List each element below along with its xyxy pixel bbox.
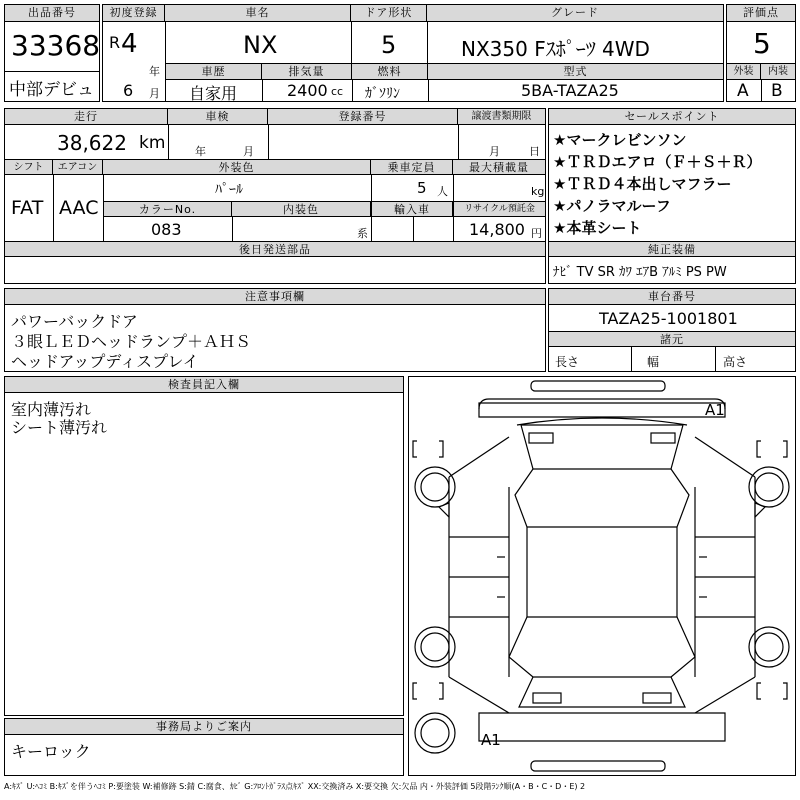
- registration-label: 登録番号: [268, 109, 458, 125]
- doors-value: 5: [381, 31, 397, 59]
- lot-number: 33368: [11, 29, 101, 62]
- office-box: [4, 718, 404, 776]
- shift-label: シフト: [5, 160, 53, 175]
- car-diagram-box: [408, 376, 796, 776]
- spec-height-label: 高さ: [723, 355, 748, 369]
- score-box: [726, 4, 796, 102]
- sales-point-2: ★ＴＲＤエアロ（Ｆ＋Ｓ＋Ｒ）: [553, 153, 762, 171]
- shift-value: FAT: [11, 197, 44, 219]
- model-value: 5BA-TAZA25: [521, 81, 619, 100]
- capacity-unit: 人: [437, 185, 448, 198]
- sales-point-5: ★本革シート: [553, 219, 642, 237]
- equipment-label: 純正装備: [549, 242, 795, 257]
- max-load-label: 最大積載量: [453, 160, 545, 175]
- car-name-value: NX: [243, 31, 278, 59]
- inspection-month-unit: 月: [243, 145, 254, 158]
- capacity-label: 乗車定員: [371, 160, 453, 175]
- equipment-value: ﾅﾋﾞ TV SR ｶﾜ ｴｱB ｱﾙﾐ PS PW: [553, 265, 727, 280]
- reg-month-unit: 月: [149, 87, 160, 100]
- grade-label: グレード: [427, 5, 723, 22]
- spec-width-label: 幅: [647, 355, 660, 369]
- inspector-line-2: シート薄汚れ: [11, 418, 108, 437]
- sales-points-label: セールスポイント: [549, 109, 795, 125]
- interior-color-unit: 系: [357, 227, 368, 240]
- top-grid: [102, 4, 724, 102]
- interior-score: B: [771, 81, 783, 101]
- color-no-label: カラーNo.: [104, 202, 232, 217]
- history-value: 自家用: [189, 84, 238, 103]
- chassis-label: 車台番号: [549, 289, 795, 305]
- reg-year: 4: [121, 29, 138, 59]
- detail-grid: [4, 108, 546, 284]
- history-label: 車歴: [166, 64, 262, 80]
- inspector-box: [4, 376, 404, 716]
- chassis-value: TAZA25-1001801: [599, 309, 738, 328]
- sales-point-1: ★マークレビンソン: [553, 131, 687, 149]
- sales-point-3: ★ＴＲＤ４本出しマフラー: [553, 175, 732, 193]
- later-parts-label: 後日発送部品: [5, 242, 545, 257]
- displacement-unit: cc: [331, 85, 344, 98]
- legend-text: A:ｷｽﾞ U:ﾍｺﾐ B:ｷｽﾞを伴うﾍｺﾐ P:要塗装 W:補修跡 S:錆 C:腐食、ｶﾋﾞ G:ﾌﾛﾝﾄｶﾞﾗｽ点ｷｽﾞ XX:交換済み X:要交換 欠:欠品 内・外装評価 5段階ﾗﾝｸ順(A・B・C・D・E) 2: [4, 782, 586, 791]
- office-value: キーロック: [11, 742, 91, 761]
- car-diagram: [409, 377, 795, 775]
- first-reg-label: 初度登録: [103, 5, 165, 22]
- chassis-box: [548, 288, 796, 372]
- max-load-unit: kg: [531, 185, 545, 198]
- damage-mark-rear: A1: [481, 731, 501, 749]
- fuel-value: ｶﾞｿﾘﾝ: [365, 86, 400, 102]
- mileage-value: 38,622: [57, 131, 127, 155]
- displacement-label: 排気量: [262, 64, 352, 80]
- damage-mark-front: A1: [705, 401, 725, 419]
- score-value: 5: [753, 27, 771, 60]
- doors-label: ドア形状: [351, 5, 427, 22]
- aircon-value: AAC: [59, 197, 99, 219]
- specs-label: 諸元: [549, 332, 795, 347]
- displacement-value: 2400: [287, 81, 328, 100]
- color-no-value: 083: [151, 220, 182, 239]
- exterior-score: A: [737, 81, 749, 101]
- recycle-label: リサイクル預託金: [454, 202, 545, 217]
- sales-points-box: [548, 108, 796, 284]
- sales-point-4: ★パノラマルーフ: [553, 197, 671, 215]
- capacity-value: 5: [417, 179, 427, 197]
- aircon-label: エアコン: [53, 160, 103, 175]
- transfer-day-unit: 日: [529, 145, 540, 158]
- reg-era: R: [109, 33, 121, 52]
- note-line-3: ヘッドアップディスプレイ: [11, 352, 199, 371]
- office-label: 事務局よりご案内: [5, 719, 403, 735]
- spec-length-label: 長さ: [555, 355, 580, 369]
- inspection-label: 車検: [168, 109, 268, 125]
- score-label: 評価点: [727, 5, 795, 22]
- inspector-label: 検査員記入欄: [5, 377, 403, 393]
- reg-year-unit: 年: [149, 65, 160, 78]
- exterior-color-value: ﾊﾟｰﾙ: [215, 182, 243, 198]
- interior-color-label: 内装色: [232, 202, 371, 217]
- mileage-unit: km: [139, 133, 166, 153]
- exterior-score-label: 外装: [727, 64, 761, 80]
- grade-value: NX350 Fｽﾎﾟｰﾂ 4WD: [461, 37, 650, 61]
- transfer-month-unit: 月: [489, 145, 500, 158]
- recycle-unit: 円: [531, 227, 542, 240]
- notes-label: 注意事項欄: [5, 289, 545, 305]
- interior-score-label: 内装: [761, 64, 795, 80]
- note-line-2: ３眼ＬＥＤヘッドランプ＋ＡＨＳ: [11, 332, 252, 351]
- car-name-label: 車名: [165, 5, 351, 22]
- venue-name: 中部デビュ: [9, 80, 94, 100]
- notes-box: [4, 288, 546, 372]
- lot-box: [4, 4, 100, 102]
- model-label: 型式: [428, 64, 723, 80]
- mileage-label: 走行: [5, 109, 168, 125]
- lot-label: 出品番号: [5, 5, 99, 22]
- fuel-label: 燃料: [352, 64, 428, 80]
- reg-month: 6: [123, 81, 134, 100]
- import-label: 輸入車: [372, 202, 453, 217]
- inspection-year-unit: 年: [195, 145, 206, 158]
- inspector-line-1: 室内薄汚れ: [11, 400, 92, 419]
- transfer-docs-label: 譲渡書類期限: [458, 109, 545, 125]
- note-line-1: パワーバックドア: [11, 312, 138, 331]
- exterior-color-label: 外装色: [103, 160, 371, 175]
- recycle-value: 14,800: [469, 220, 525, 239]
